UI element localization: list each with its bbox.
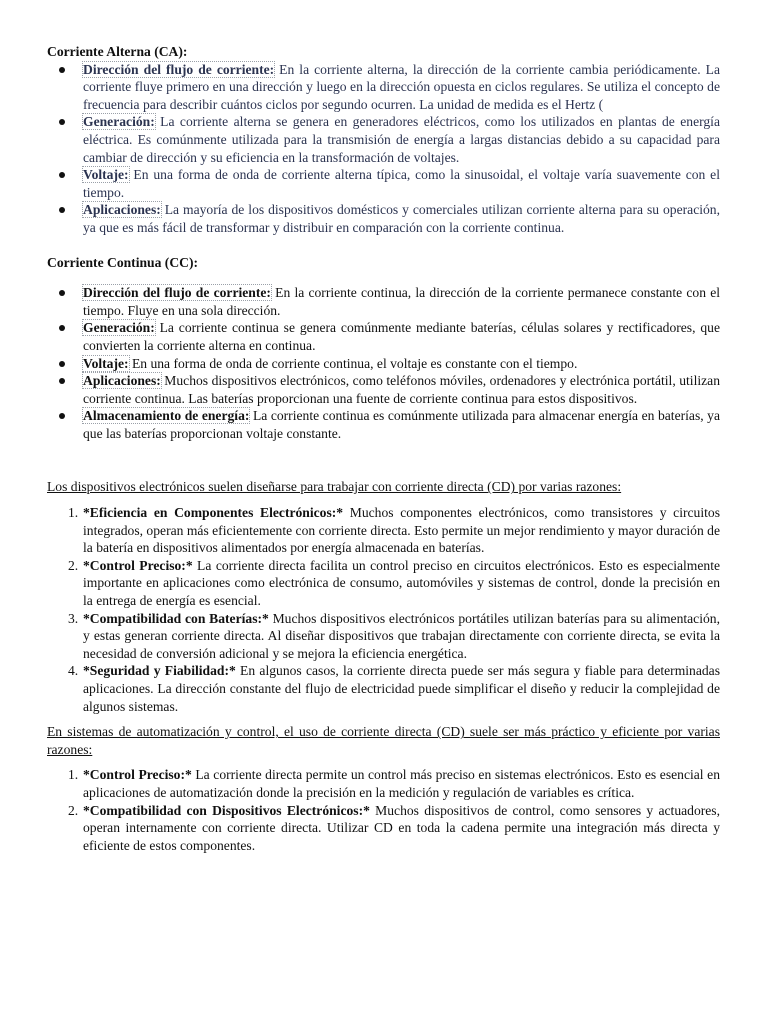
item-text: La corriente directa facilita un control preciso en circuitos electrónicos. Esto es especialmente importante en aplicaciones como electrónica de consumo, automóviles y sistemas de control, donde la precisión en la entrega de energía es esencial.	[83, 557, 721, 609]
item-number: 1.	[68, 767, 79, 783]
list-item	[47, 166, 720, 201]
numbered-item	[47, 504, 720, 557]
reasons-devices-list	[47, 504, 720, 715]
item-heading: *Seguridad y Fiabilidad:*	[83, 663, 236, 679]
term-label: Aplicaciones:	[83, 202, 161, 218]
item-text: En una forma de onda de corriente alterna típica, como la sinusoidal, el voltaje varía suavemente con el tiempo.	[83, 167, 720, 200]
item-text: Muchos dispositivos electrónicos portátiles utilizan baterías para su alimentación, y estas generan corriente directa. Al diseñar dispositivos que trabajan directamente con corriente directa, se evita la necesidad de conversión adicional y se mejora la eficiencia energética.	[83, 610, 720, 661]
item-heading: *Compatibilidad con Dispositivos Electrónicos:*	[83, 802, 370, 818]
item-heading: *Control Preciso:*	[83, 767, 192, 783]
reasons-automation-section	[47, 723, 720, 854]
numbered-item	[47, 766, 720, 801]
reasons-devices-intro: Los dispositivos electrónicos suelen diseñarse para trabajar con corriente directa (CD) por varias razones:	[47, 479, 622, 495]
list-item	[47, 113, 720, 166]
numbered-item	[47, 662, 720, 715]
term-label: Dirección del flujo de corriente:	[83, 285, 271, 301]
ca-list	[47, 61, 720, 237]
item-text: En la corriente continua, la dirección de la corriente permanece constante con el tiempo. Fluye en una sola dirección.	[83, 285, 721, 318]
term-label: Voltaje:	[83, 355, 129, 371]
cc-title: Corriente Continua (CC):	[47, 254, 199, 270]
item-number: 3.	[68, 610, 79, 626]
term-label: Aplicaciones:	[83, 373, 161, 389]
item-text: La corriente directa permite un control más preciso en sistemas electrónicos. Esto es esencial en aplicaciones de automatización donde la precisión en la medición y regulación de variables es crítica.	[83, 767, 720, 800]
list-item	[47, 61, 720, 114]
reasons-automation-intro: En sistemas de automatización y control, el uso de corriente directa (CD) suele ser más práctico y eficiente por varias razones:	[47, 724, 720, 757]
item-number: 4.	[68, 663, 79, 679]
item-text: Muchos componentes electrónicos, como transistores y circuitos integrados, operan más eficientemente con corriente directa. Esto permite un mejor rendimiento y mayor duración de la batería en dispositivos alimentados por energía almacenada en baterías.	[83, 505, 720, 556]
ca-section	[47, 43, 720, 237]
item-heading: *Eficiencia en Componentes Electrónicos:*	[83, 505, 344, 521]
item-heading: *Control Preciso:*	[83, 557, 193, 573]
cc-section	[47, 254, 720, 443]
item-text: La corriente continua se genera comúnmente mediante baterías, células solares y rectificadores, que convierten la corriente alterna en continua.	[83, 320, 720, 353]
item-text: La corriente alterna se genera en generadores eléctricos, como los utilizados en plantas de energía eléctrica. Es comúnmente utilizada para la transmisión de energía a largas distancias debido a su capacidad para cambiar de dirección y su eficiencia en la transformación de voltajes.	[83, 114, 720, 165]
item-heading: *Compatibilidad con Baterías:*	[83, 610, 269, 626]
list-item	[47, 201, 720, 236]
item-text: En una forma de onda de corriente continua, el voltaje es constante con el tiempo.	[128, 355, 578, 371]
item-text: La corriente continua es comúnmente utilizada para almacenar energía en baterías, ya que las baterías proporcionan voltaje constante.	[83, 408, 720, 441]
item-text: En la corriente alterna, la dirección de la corriente cambia periódicamente. La corriente fluye primero en una dirección y luego en la dirección opuesta en ciclos regulares. Se utiliza el concepto de frecuencia para describir cuántos ciclos por segundo ocurren. La unidad de medida es el Hertz (	[83, 61, 720, 112]
cc-list	[47, 284, 720, 442]
list-item	[47, 355, 720, 373]
numbered-item	[47, 610, 720, 663]
item-text: Muchos dispositivos electrónicos, como teléfonos móviles, ordenadores y electrónica portátil, utilizan corriente continua. Las baterías proporcionan una fuente de corriente continua para estos dispositivos.	[83, 373, 720, 406]
term-label: Generación:	[83, 114, 155, 130]
term-label: Almacenamiento de energía:	[83, 408, 250, 424]
item-text: En algunos casos, la corriente directa puede ser más segura y fiable para determinadas aplicaciones. La dirección constante del flujo de electricidad puede simplificar el diseño y reducir la complejidad de algunos sistemas.	[83, 663, 720, 714]
reasons-automation-list	[47, 766, 720, 854]
item-number: 2.	[68, 802, 79, 818]
list-item	[47, 284, 720, 319]
list-item	[47, 319, 720, 354]
list-item	[47, 407, 720, 442]
term-label: Voltaje:	[83, 167, 129, 183]
numbered-item	[47, 557, 720, 610]
list-item	[47, 372, 720, 407]
item-text: Muchos dispositivos de control, como sensores y actuadores, operan internamente con corriente directa. Utilizar CD en toda la cadena permite una integración más directa y eficiente de estos componentes.	[83, 802, 720, 853]
term-label: Generación:	[83, 320, 155, 336]
term-label: Dirección del flujo de corriente:	[83, 61, 275, 77]
reasons-devices-section	[47, 478, 720, 715]
numbered-item	[47, 802, 720, 855]
ca-title: Corriente Alterna (CA):	[47, 44, 188, 59]
item-number: 2.	[68, 557, 79, 573]
item-text: La mayoría de los dispositivos domésticos y comerciales utilizan corriente alterna para su operación, ya que es más fácil de transformar y distribuir en comparación con la corriente continua.	[83, 202, 720, 235]
item-number: 1.	[68, 505, 79, 521]
